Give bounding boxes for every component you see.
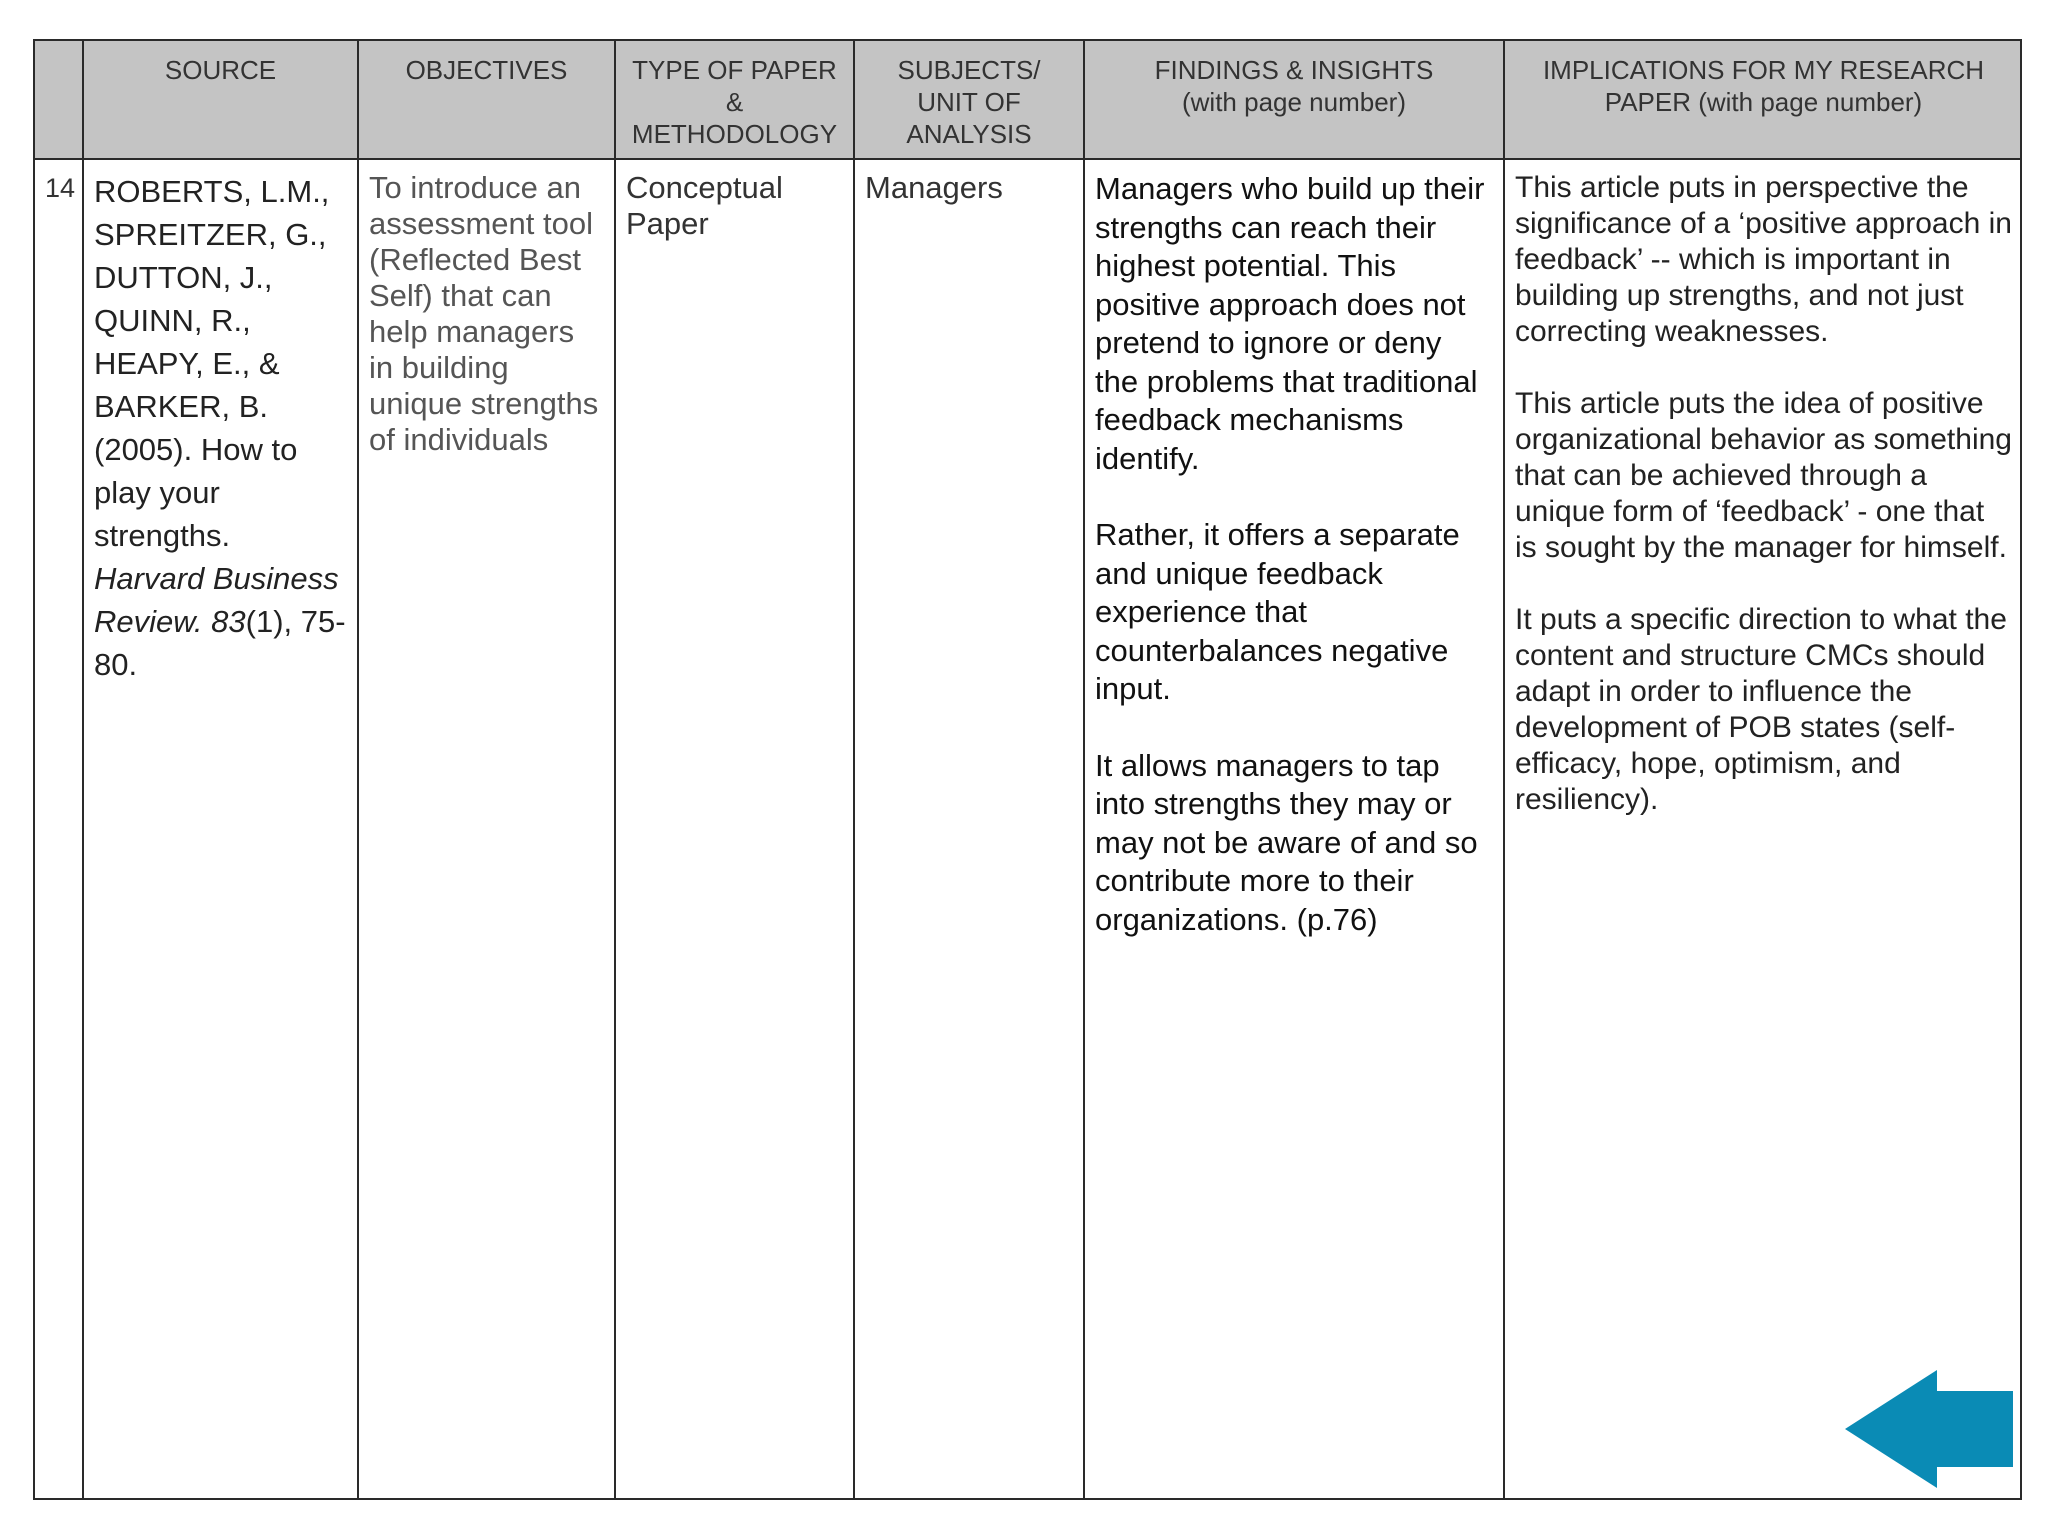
back-button[interactable]	[1845, 1369, 2015, 1489]
header-implications: IMPLICATIONS FOR MY RESEARCH PAPER (with page number)	[1542, 55, 1985, 117]
findings-cell	[1085, 160, 1505, 1498]
header-subjects: SUBJECTS/ UNIT OF ANALYSIS	[855, 41, 1085, 158]
header-findings: FINDINGS & INSIGHTS (with page number)	[1085, 41, 1505, 158]
header-number	[35, 41, 84, 158]
header-type-of-paper: TYPE OF PAPER & METHODOLOGY	[616, 41, 855, 158]
source-issue-pages: (1), 75-80.	[94, 604, 346, 682]
subjects-cell: Managers	[855, 160, 1085, 1498]
source-cell	[84, 160, 359, 1498]
objectives-cell: To introduce an assessment tool (Reflected Best Self) that can help managers in building unique strengths of individuals	[359, 160, 616, 1498]
source-journal: Harvard Business Review. 83	[94, 561, 339, 639]
left-arrow-icon[interactable]	[1845, 1369, 2015, 1489]
type-of-paper-cell: Conceptual Paper	[616, 160, 855, 1498]
row-number: 14	[35, 160, 84, 1498]
header-source: SOURCE	[84, 41, 359, 158]
implications-paragraph: This article puts in perspective the significance of a ‘positive approach in feedback’ -- which is important in building up strengths, and not just correcting weaknesses.	[1515, 171, 2012, 348]
header-objectives: OBJECTIVES	[359, 41, 616, 158]
implications-cell	[1505, 160, 2022, 1498]
findings-paragraph: Rather, it offers a separate and unique feedback experience that counterbalances negative input.	[1095, 517, 1460, 706]
table-row	[35, 160, 2020, 1498]
findings-paragraph: It allows managers to tap into strengths they may or may not be aware of and so contribute more to their organizations. (p.76)	[1095, 747, 1478, 937]
literature-review-table	[33, 39, 2022, 1500]
source-citation: ROBERTS, L.M., SPREITZER, G., DUTTON, J., QUINN, R., HEAPY, E., & BARKER, B. (2005). How to play your strengths.	[94, 174, 330, 553]
table-header-row	[35, 41, 2020, 160]
implications-paragraph: This article puts the idea of positive organizational behavior as something that can be achieved through a unique form of ‘feedback’ - one that is sought by the manager for himself.	[1515, 387, 2012, 564]
findings-paragraph: Managers who build up their strengths can reach their highest potential. This positive approach does not pretend to ignore or deny the problems that traditional feedback mechanisms identify.	[1095, 171, 1485, 476]
implications-paragraph: It puts a specific direction to what the content and structure CMCs should adapt in order to influence the development of POB states (self-efficacy, hope, optimism, and resiliency).	[1515, 603, 2007, 816]
